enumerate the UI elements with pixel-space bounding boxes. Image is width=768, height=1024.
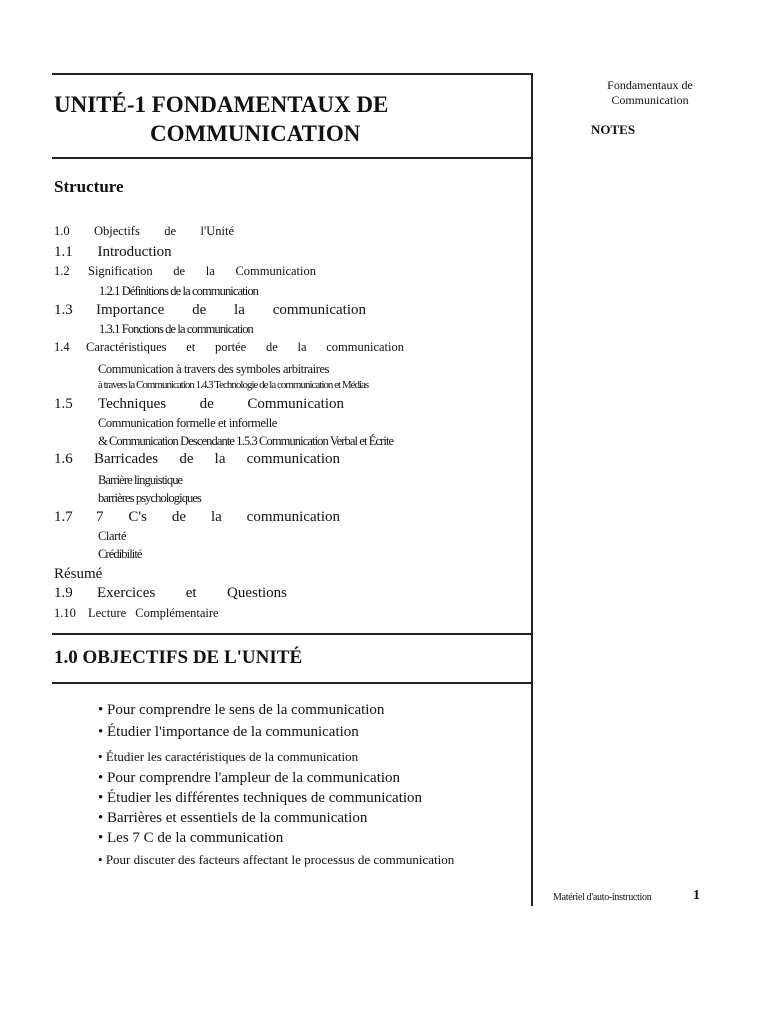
toc-entry-1-10	[54, 606, 219, 621]
toc-num: 1.10	[54, 606, 76, 620]
toc-sub-1-6-b: barrières psychologiques	[98, 491, 202, 505]
objective-bullet-7: • Les 7 C de la communication	[98, 830, 284, 846]
objective-bullet-3: • Étudier les caractéristiques de la communication	[98, 749, 359, 764]
objective-bullet-8: • Pour discuter des facteurs affectant le processus de communication	[98, 852, 455, 867]
top-rule	[52, 73, 532, 75]
toc-entry-1-9	[54, 585, 287, 602]
objective-text: Étudier l'importance de la communication	[107, 724, 359, 740]
running-title	[588, 78, 712, 108]
toc-entry-1-4	[54, 340, 404, 355]
running-title-line1: Fondamentaux de	[607, 78, 693, 92]
toc-entry-1-2	[54, 264, 316, 279]
toc-num: 1.1	[54, 244, 73, 260]
structure-heading: Structure	[54, 177, 124, 196]
toc-num: 1.6	[54, 451, 73, 467]
toc-num: 1.7	[54, 509, 73, 525]
toc-num: 1.4	[54, 340, 70, 354]
objective-bullet-5: • Étudier les différentes techniques de communication	[98, 790, 423, 806]
toc-num: 1.3	[54, 302, 73, 318]
objective-text: Pour comprendre le sens de la communication	[107, 702, 385, 718]
toc-text: Caractéristiques et portée de la communication	[86, 340, 404, 354]
structure-bottom-rule	[52, 633, 532, 635]
unit-title	[54, 90, 388, 148]
toc-entry-1-0	[54, 224, 234, 239]
toc-sub-1-6-a: Barrière linguistique	[98, 473, 183, 487]
toc-num: 1.9	[54, 585, 73, 601]
toc-entry-1-6	[54, 451, 340, 468]
objective-bullet-6: • Barrières et essentiels de la communication	[98, 810, 368, 826]
page-number: 1	[693, 888, 700, 903]
toc-entry-1-5	[54, 396, 344, 413]
toc-sub-1-5-b: & Communication Descendante 1.5.3 Communication Verbal et Écrite	[98, 434, 394, 448]
unit-title-line2: COMMUNICATION	[150, 121, 361, 146]
toc-sub-1-7-a: Clarté	[98, 529, 127, 543]
toc-entry-1-3	[54, 302, 366, 319]
toc-text: Importance de la communication	[96, 302, 366, 318]
title-bottom-rule	[52, 157, 532, 159]
objective-text: Pour comprendre l'ampleur de la communication	[107, 770, 401, 786]
toc-text: Objectifs de l'Unité	[94, 224, 234, 238]
toc-num: 1.0	[54, 224, 70, 238]
objective-text: Étudier les différentes techniques de communication	[107, 790, 423, 806]
objective-bullet-1: • Pour comprendre le sens de la communication	[98, 702, 385, 718]
objective-bullet-4: • Pour comprendre l'ampleur de la communication	[98, 770, 401, 786]
toc-text: Barricades de la communication	[94, 451, 340, 467]
running-title-line2: Communication	[611, 93, 689, 107]
toc-entry-1-1	[54, 244, 172, 261]
toc-sub-1-3-1: 1.3.1 Fonctions de la communication	[99, 322, 253, 336]
unit-title-line1: UNITÉ-1 FONDAMENTAUX DE	[54, 92, 389, 117]
toc-sub-1-2-1: 1.2.1 Définitions de la communication	[99, 284, 259, 298]
toc-text: Lecture Complémentaire	[88, 606, 219, 620]
objectives-heading: 1.0 OBJECTIFS DE L'UNITÉ	[54, 647, 303, 668]
objective-text: Barrières et essentiels de la communication	[107, 810, 368, 826]
objective-text: Pour discuter des facteurs affectant le processus de communication	[105, 852, 455, 867]
toc-text: Exercices et Questions	[97, 585, 287, 601]
toc-text: Signification de la Communication	[88, 264, 316, 278]
toc-sub-1-7-b: Crédibilité	[98, 547, 142, 561]
toc-sub-1-4-b: à travers la Communication 1.4.3 Technologie de la communication et Médias	[98, 379, 369, 391]
toc-text: 7 C's de la communication	[96, 509, 340, 525]
toc-num: 1.2	[54, 264, 70, 278]
objective-text: Les 7 C de la communication	[107, 830, 284, 846]
toc-entry-resume: Résumé	[54, 566, 103, 582]
toc-text: Techniques de Communication	[98, 396, 344, 412]
objective-text: Étudier les caractéristiques de la communication	[105, 749, 359, 764]
margin-divider	[531, 73, 533, 906]
toc-sub-1-4-a: Communication à travers des symboles arbitraires	[98, 362, 330, 376]
objective-bullet-2: • Étudier l'importance de la communication	[98, 724, 359, 740]
objectives-heading-rule	[52, 682, 532, 684]
toc-text: Introduction	[97, 244, 172, 260]
footer-label: Matériel d'auto-instruction	[553, 892, 652, 903]
notes-label: NOTES	[591, 122, 636, 137]
toc-sub-1-5-a: Communication formelle et informelle	[98, 416, 277, 430]
toc-entry-1-7	[54, 509, 340, 526]
toc-num: 1.5	[54, 396, 73, 412]
